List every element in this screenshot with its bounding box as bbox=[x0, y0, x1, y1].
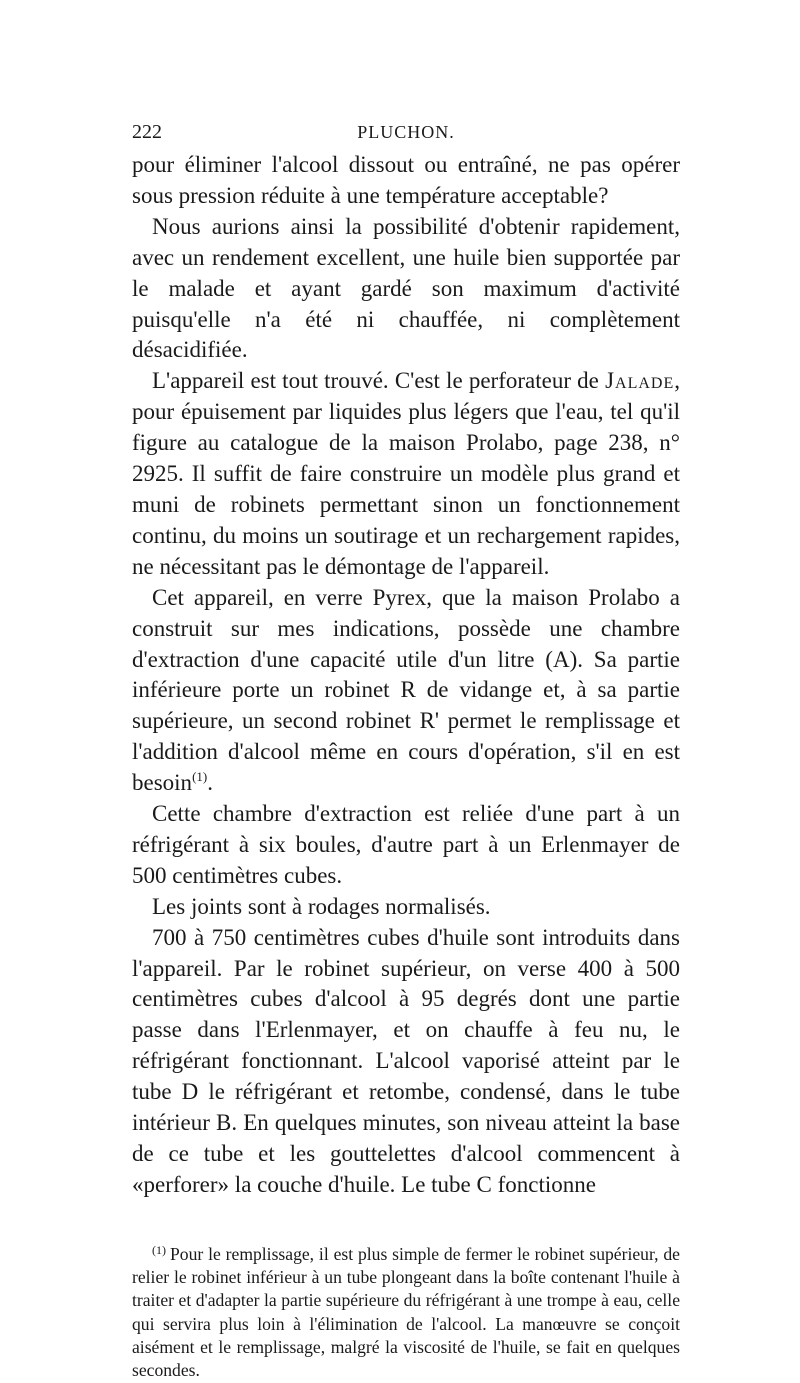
paragraph-text: Cet appareil, en verre Pyrex, que la maison Prolabo a construit sur mes indications, possède une chambre d'extraction d'une capacité utile d'un litre (A). Sa partie inférieure porte un robinet R de vidange et, à sa partie supérieure, un second robinet R' permet le remplissage et l'addition d'alcool même en cours d'opération, s'il en est besoin bbox=[132, 584, 680, 796]
paragraph-description bbox=[132, 583, 680, 799]
paragraph-text: , pour épuisement par liquides plus légers que l'eau, tel qu'il figure au catalogue de la maison Prolabo, page 238, n° 2925. Il suffit de faire construire un modèle plus grand et muni de robinets permettant sinon un fonctionnement continu, du moins un soutirage et un rechargement rapides, ne nécessitant pas le démontage de l'appareil. bbox=[132, 368, 680, 579]
running-head bbox=[132, 118, 680, 146]
book-page bbox=[132, 118, 680, 1383]
paragraph: Nous aurions ainsi la possibilité d'obtenir rapidement, avec un rendement excellent, une huile bien supportée par le malade et ayant gardé son maximum d'activité puisqu'elle n'a été ni chauffée, ni complètement désacidifiée. bbox=[132, 213, 680, 363]
footnote-mark: (1) bbox=[152, 1242, 166, 1257]
page-number: 222 bbox=[132, 121, 162, 143]
paragraph-end: . bbox=[207, 770, 213, 796]
footnote-reference: (1) bbox=[192, 769, 208, 785]
footnote-paragraph bbox=[132, 1243, 680, 1383]
paragraph-continued: pour éliminer l'alcool dissout ou entraîné, ne pas opérer sous pression réduite à une température acceptable? bbox=[132, 152, 680, 208]
paragraph-apparatus bbox=[132, 366, 680, 582]
running-title: PLUCHON. bbox=[357, 122, 455, 142]
paragraph-text: L'appareil est tout trouvé. C'est le perforateur de bbox=[152, 368, 606, 394]
footnote-text: Pour le remplissage, il est plus simple de fermer le robinet supérieur, de relier le robinet inférieur à un tube plongeant dans la boîte contenant l'huile à traiter et d'adapter la partie supérieure du réfrigérant à une trompe à eau, celle qui servira plus loin à l'élimination de l'alcool. La manœuvre se conçoit aisément et le remplissage, malgré la viscosité de l'huile, se fait en quelques secondes. bbox=[132, 1243, 680, 1381]
author-name: Jalade bbox=[605, 368, 675, 394]
paragraph: Cette chambre d'extraction est reliée d'une part à un réfrigérant à six boules, d'autre part à un Erlenmayer de 500 centimètres cubes. bbox=[132, 801, 680, 888]
paragraph: Les joints sont à rodages normalisés. bbox=[152, 893, 491, 919]
paragraph-procedure: 700 à 750 centimètres cubes d'huile sont introduits dans l'appareil. Par le robinet supérieur, on verse 400 à 500 centimètres cubes d'alcool à 95 degrés dont une partie passe dans l'Erlenmayer, et on chauffe à feu nu, le réfrigérant fonctionnant. L'alcool vaporisé atteint par le tube D le réfrigérant et retombe, condensé, dans le tube intérieur B. En quelques minutes, son niveau atteint la base de ce tube et les gouttelettes d'alcool commencent à «perforer» la couche d'huile. Le tube C fonctionne bbox=[132, 924, 680, 1197]
footnote bbox=[132, 1243, 680, 1383]
main-text bbox=[132, 150, 680, 1201]
